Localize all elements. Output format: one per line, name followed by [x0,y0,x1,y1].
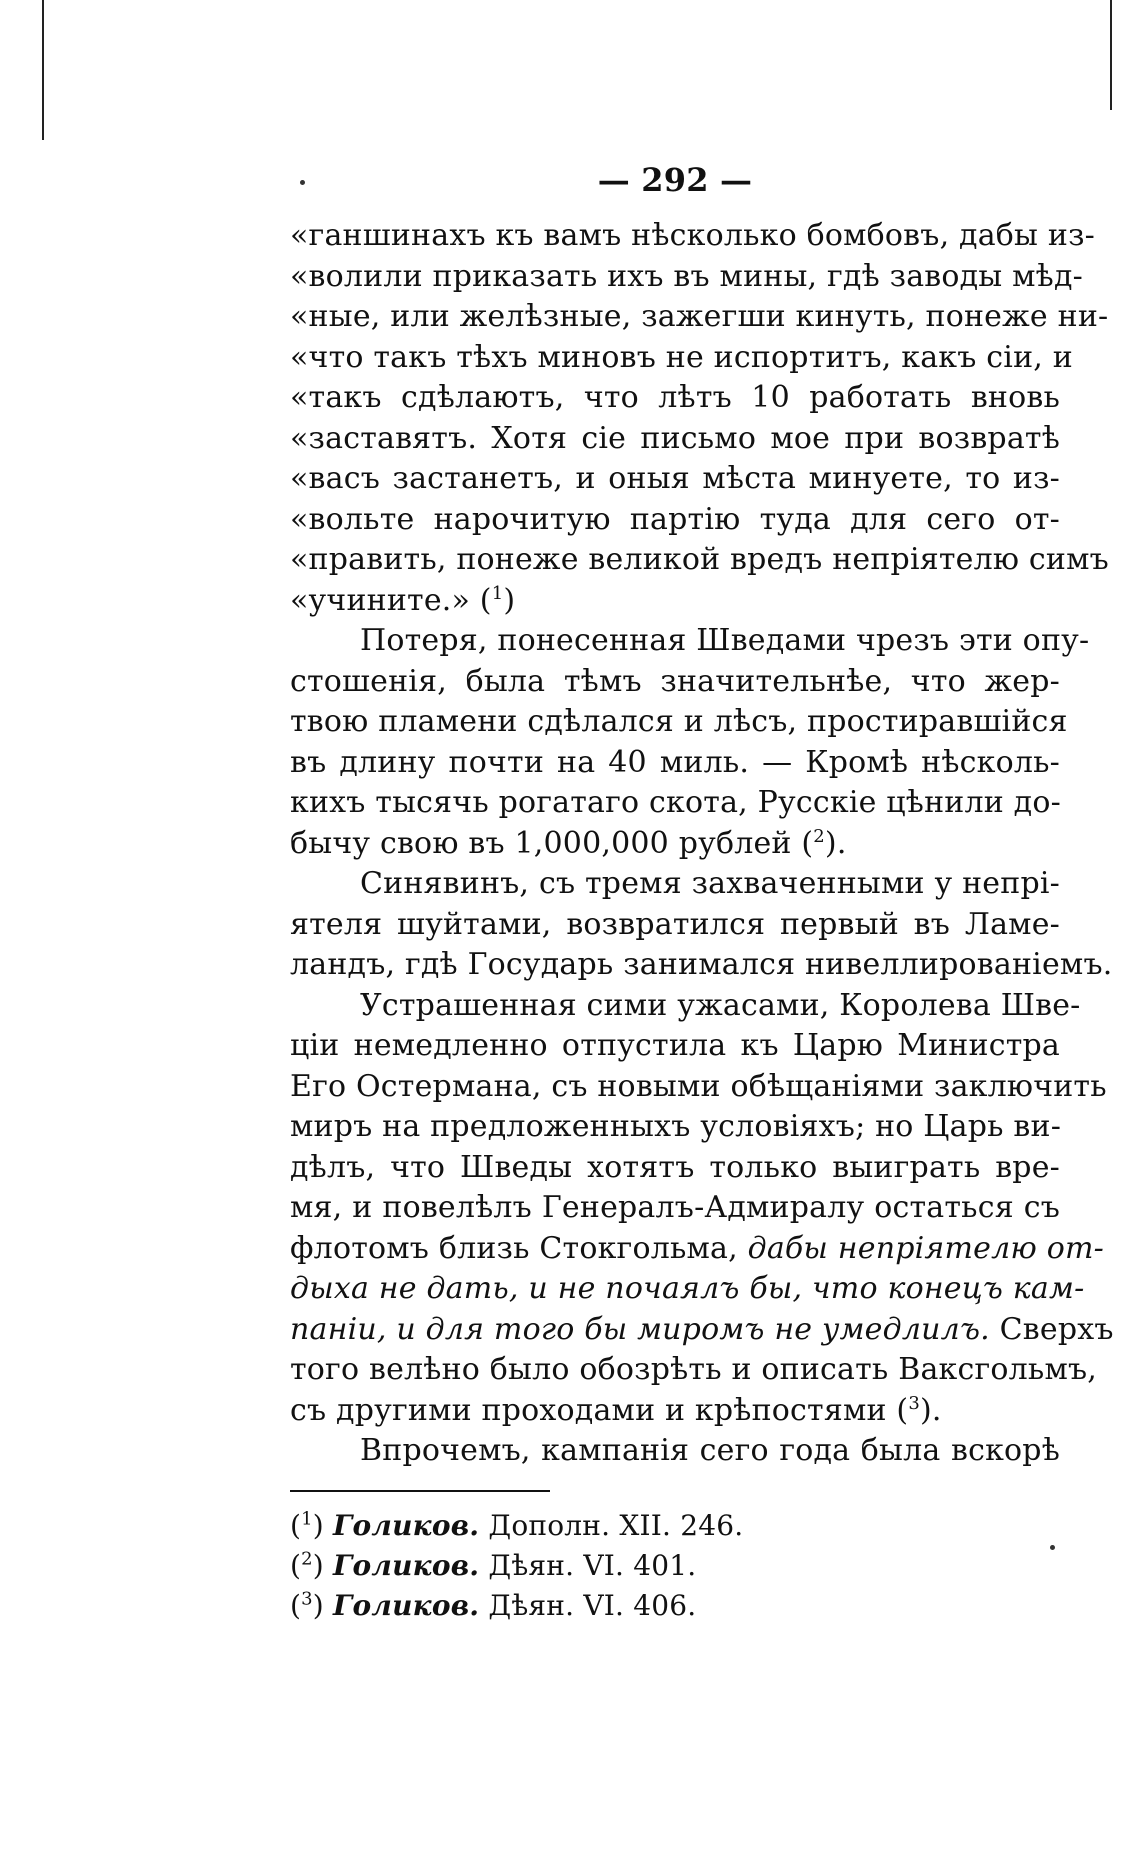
quote-paragraph [290,216,1109,621]
text-line: твою пламени сдѣлался и лѣсъ, простиравшійся [290,704,1068,739]
footnote: ($^3$) Голиков. Дѣян. VI. 406. [290,1588,697,1622]
text-line: ятеля шуйтами, возвратился первый въ Ламе- [290,906,1060,942]
italic-quote: дабы непріятелю от- [747,1230,1104,1266]
paragraph-5 [290,1431,1060,1472]
text-line [290,1269,1085,1310]
paragraph-3 [290,864,1113,986]
text-line: Впрочемъ, кампанія сего года была вскорѣ [360,1433,1060,1468]
text-segment: флотомъ близь Стокгольма, [290,1230,738,1266]
text-line: Синявинъ, съ тремя захваченными у непрі- [360,866,1060,901]
text-line: кихъ тысячь рогатаго скота, Русскіе цѣнили до- [290,785,1061,820]
text-line: въ длину почти на 40 миль. — Кромѣ нѣсколь- [290,744,1060,780]
footnotes [290,1506,1060,1626]
left-edge-line [42,0,44,140]
text-line: стошенія, была тѣмъ значительнѣе, что жер- [290,663,1060,699]
text-line: съ другими проходами и крѣпостями ($^3$). [290,1392,942,1428]
text-line: «править, понеже великой вредъ непріятелю симъ [290,542,1109,577]
text-line: ландъ, гдѣ Государь занимался нивеллированіемъ. [290,947,1113,982]
text-segment: бычу свою въ 1,000,000 рублей ( [290,825,814,861]
paragraph-4 [290,986,1114,1432]
text-segment: «учините.» ( [290,582,492,618]
paragraph-2 [290,621,1090,864]
footnote-text: Дополн. XII. 246. [488,1508,744,1542]
page-number: — 292 — [597,161,753,199]
text-line: «вольте нарочитую партію туда для сего от- [290,501,1060,537]
footnote: ($^1$) Голиков. Дополн. XII. 246. [290,1508,744,1542]
text-line: дѣлъ, что Шведы хотятъ только выиграть вре- [290,1149,1060,1185]
italic-quote: паніи, и для того бы миромъ не умедлилъ. [290,1311,990,1347]
footnote: ($^2$) Голиков. Дѣян. VI. 401. [290,1548,697,1582]
text-line: «волили приказать ихъ въ мины, гдѣ заводы мѣд- [290,258,1083,294]
footnote-ref: 1 [491,582,504,604]
book-page [290,160,1114,1626]
text-line: Устрашенная сими ужасами, Королева Шве- [360,987,1081,1023]
footnote-divider [290,1490,550,1492]
text-line: «что такъ тѣхъ миновъ не испортитъ, какъ сіи, и [290,339,1073,375]
text-line: ціи немедленно отпустила къ Царю Министра [290,1028,1060,1063]
footnote-ref: 2 [813,825,825,847]
footnote-author: Голиков. [333,1548,480,1582]
text-line: Потеря, понесенная Шведами чрезъ эти опу- [360,623,1090,658]
footnote-number: 3 [301,1588,313,1610]
text-line: «учините.» ($^1$) [290,582,516,618]
text-line: «васъ застанетъ, и оныя мѣста минуете, то из- [290,461,1060,496]
text-line: «ганшинахъ къ вамъ нѣсколько бомбовъ, дабы из- [290,218,1095,253]
footnote-text: Дѣян. VI. 401. [488,1548,697,1582]
footnote-ref: 3 [908,1392,920,1414]
footnote-author: Голиков. [333,1508,480,1542]
footnote-text: Дѣян. VI. 406. [488,1588,697,1622]
right-edge-line [1110,0,1112,110]
text-line: «ные, или желѣзные, зажегши кинуть, понеже ни- [290,299,1109,334]
text-line: Его Остермана, съ новыми обѣщаніями заключить [290,1068,1107,1104]
text-line: миръ на предложенныхъ условіяхъ; но Царь ви- [290,1109,1062,1144]
text-line: «такъ сдѣлаютъ, что лѣтъ 10 работать вновь [290,380,1060,415]
text-line: «заставятъ. Хотя сіе письмо мое при возвратѣ [290,420,1060,456]
footnote-author: Голиков. [333,1588,480,1622]
text-segment: Сверхъ [999,1311,1114,1347]
text-line [290,1229,1104,1270]
text-line: того велѣно было обозрѣть и описать Ваксгольмъ, [290,1352,1098,1387]
italic-quote: дыха не дать, и не почаялъ бы, что конецъ кам- [290,1271,1085,1306]
text-segment: съ другими проходами и крѣпостями ( [290,1392,909,1428]
text-line [290,1310,1114,1351]
footnote-number: 1 [301,1508,313,1530]
text-line: бычу свою въ 1,000,000 рублей ($^2$). [290,825,847,861]
footnote-number: 2 [301,1548,313,1570]
text-line: мя, и повелѣлъ Генералъ-Адмиралу остаться съ [290,1190,1060,1225]
